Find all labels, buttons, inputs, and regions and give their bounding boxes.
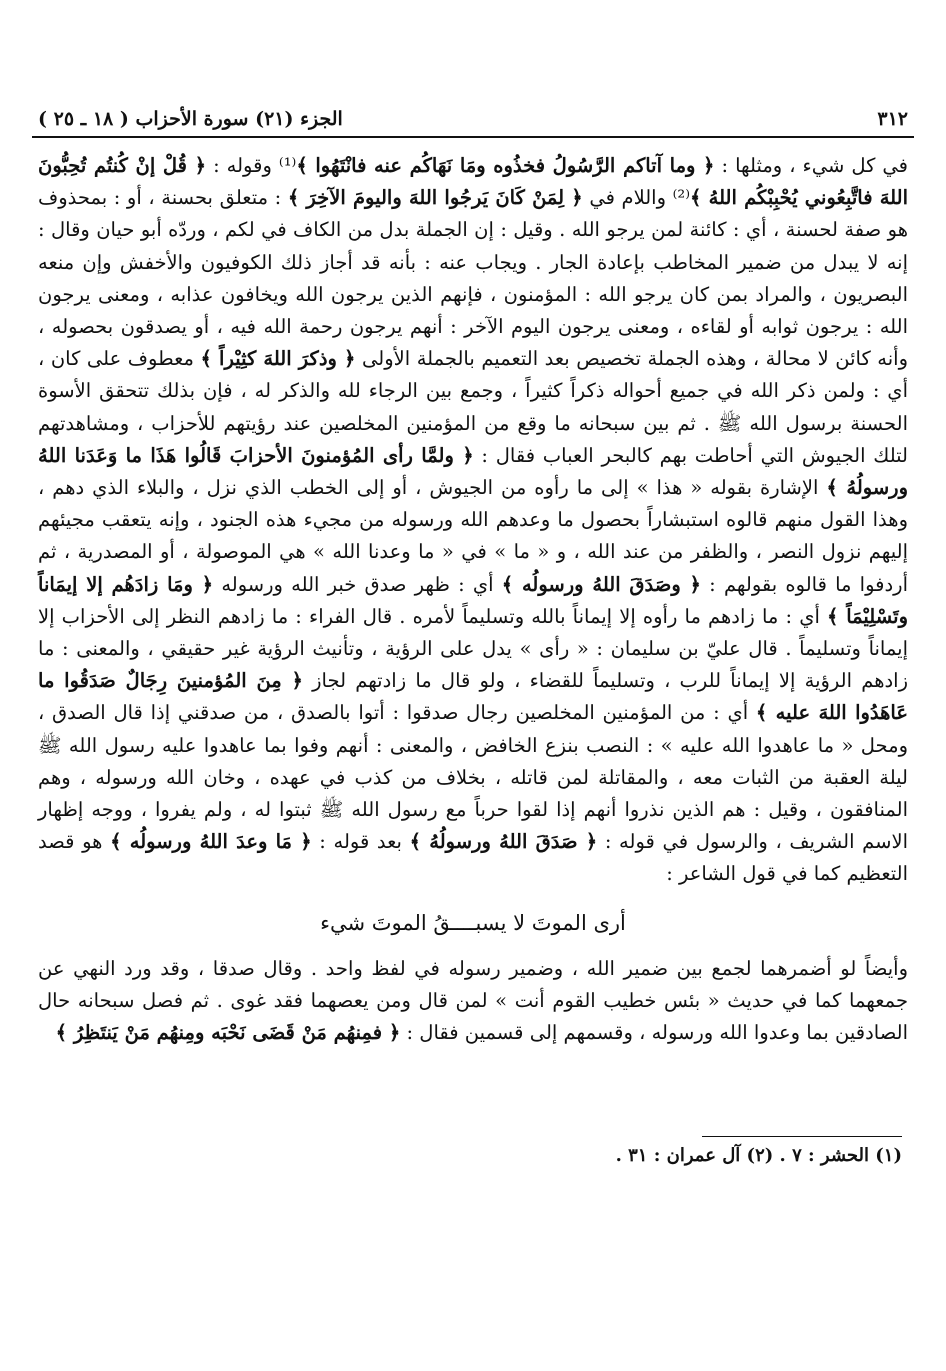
commentary-text: هو قصد التعظيم كما في قول الشاعر : [38,830,908,886]
commentary-text: ⁽²⁾ واللام في [582,186,691,210]
commentary-text: في كل شيء ، ومثلها : [714,154,908,177]
poem-line: أرى الموتَ لا يسبــــقُ الموتَ شيء [320,910,626,935]
quran-verse: ﴿ ولمَّا رأى المُؤمنونَ الأحزابَ قَالُوا هَذَا ما وَعَدَنا اللهُ ورسولُهُ ﴾ [38,443,909,500]
footnote: (١) الحشر : ٧ . (٢) آل عمران : ٣١ . [615,1145,902,1166]
quran-verse: ﴿ مِنَ المُؤمنينَ رِجَالٌ صَدَقُوا ما عَاهَدُوا اللهَ عليه ﴾ [38,669,909,725]
closing-paragraph [38,953,908,1050]
quran-verse: ﴿ صَدَقَ اللهُ ورسولُهُ ﴾ [409,830,598,854]
quran-verse: ﴿ وصَدَقَ اللهُ ورسولُه ﴾ [501,572,701,596]
quran-verse: ﴿ وما آتاكم الرَّسُولُ فخذُوه ومَا نَهَاكُم عنه فانْتَهُوا ﴾ [296,154,715,177]
main-paragraph [38,150,908,891]
commentary-text: أي : من المؤمنين المخلصين رجال صدقوا : أتوا بالصدق ، من صدقني إذا قال الصدق ، ومحل « ما عاهدوا الله عليه » : النصب بنزع الخافض ، والمعنى : أنهم وفوا بما عاهدوا عليه رسول الله ﷺ ليلة العقبة من الثبات معه ، والمقاتلة لمن قاتله ، بخلاف من كذب في عهده ، وخان الله ورسوله ، وهم المنافقون ، وقيل : هم الذين نذروا أنهم إذا لقوا حرباً مع رسول الله ﷺ ثبتوا له ، ولم يفروا ، ووجه إظهار الاسم الشريف ، والرسول في قوله : [38,701,908,854]
quran-verse: ﴿ فمِنهُم مَنْ قَضَى نَحْبَه ومِنهُم مَنْ يَنتَظِرُ ﴾ [55,1021,401,1045]
running-title: الجزء (٢١) سورة الأحزاب ( ١٨ ـ ٢٥ ) [38,108,343,130]
commentary-text: وأيضاً لو أضمرهما لجمع بين ضمير الله ، وضمير رسوله في لفظ واحد . وقال صدقا ، وقد ورد النهي عن جمعهما كما في حديث « بئس خطيب القوم أنت » لمن قال ومن يعصهما فقد غوى . ثم فصل سبحانه حال الصادقين بما وعدوا الله ورسوله ، وقسمهم إلى قسمين فقال : [38,956,908,1045]
commentary-text: ⁽¹⁾ وقوله : [206,154,297,177]
footnote-rule [702,1136,902,1137]
quran-verse: ﴿ وذكرَ اللهَ كثِيْراً ﴾ [200,347,356,371]
commentary-text: أي : ما زادهم ما رأوه إلا إيماناً بالله وتسليماً لأمره . قال الفراء : ما زادهم النظر إلى الأحزاب إلا إيماناً وتسليماً . قال عليّ بن سليمان : « رأى » يدل على الرؤية ، وتأنيث الرؤية غير حقيقي ، والمعنى : ما زادهم الرؤية إلا إيماناً للرب ، وتسليماً للقضاء ، ولو قال ما زادتهم لجاز [38,604,908,693]
commentary-text: أي : ظهر صدق خبر الله ورسوله [213,572,502,596]
quran-verse: ﴿ قُلْ إنْ كُنتُم تُحِبُّونَ اللهَ فاتَّبِعُوني يُحْبِبْكُم اللهُ ﴾ [38,154,908,210]
commentary-text: معطوف على كان ، أي : ولمن ذكر الله في جميع أحواله ذكراً كثيراً ، وجمع بين الرجاء لله والذكر له ، فإن بذلك تتحقق الأسوة الحسنة برسول الله ﷺ . ثم بين سبحانه ما وقع من المؤمنين المخلصين عند رؤيتهم للأحزاب ، ومشاهدتهم لتلك الجيوش التي أحاطت بهم كالبحر العباب فقال : [38,347,908,467]
page [28,108,918,1049]
page-number: ٣١٢ [877,108,908,130]
quran-verse: ﴿ ومَا زادَهُم إلا إيمَاناً وتَسْلِيْمَاً ﴾ [38,572,908,628]
commentary-text: : متعلق بحسنة ، أو : بمحذوف هو صفة لحسنة ، أي : كائنة لمن يرجو الله . وقيل : إن الجملة بدل من الكاف في لكم ، وردّه أبو حيان وقال : إنه لا يبدل من ضمير المخاطب بإعادة الجار . ويجاب عنه : بأنه قد أجاز ذلك الكوفيون والأخفش وإن منعه البصريون ، والمراد بمن كان يرجو الله : المؤمنون ، فإنهم الذين يرجون الله ويخافون عذابه ، ومعنى يرجون الله : يرجون ثوابه أو لقاءه ، ومعنى يرجون اليوم الآخر : أنهم يرجون رحمة الله فيه ، أو يصدقون بحصوله ، وأنه كائن لا محالة ، وهذه الجملة تخصيص بعد التعميم بالجملة الأولى [38,186,908,371]
page-header [28,108,918,136]
body-text [38,150,908,1049]
commentary-text: الإشارة بقوله « هذا » إلى ما رأوه من الجيوش ، أو إلى الخطب الذي نزل ، والبلاء الذي دهم ، وهذا القول منهم قالوه استبشاراً بحصول ما وعدهم الله ورسوله من مجيء هذه الجنود ، وإنه يتعقب مجيئهم إليهم نزول النصر ، والظفر من عند الله ، و « ما » في « ما وعدنا الله » هي الموصولة ، أو المصدرية ، ثم أردفوا ما قالوه بقولهم : [38,476,909,596]
quran-verse: ﴿ مَا وعدَ اللهُ ورسولُه ﴾ [110,830,312,854]
commentary-text: بعد قوله : [311,830,410,854]
quran-verse: ﴿ لِمَنْ كَانَ يَرجُوا اللهَ واليومَ الآخِرَ ﴾ [287,186,583,210]
header-rule [32,136,914,138]
